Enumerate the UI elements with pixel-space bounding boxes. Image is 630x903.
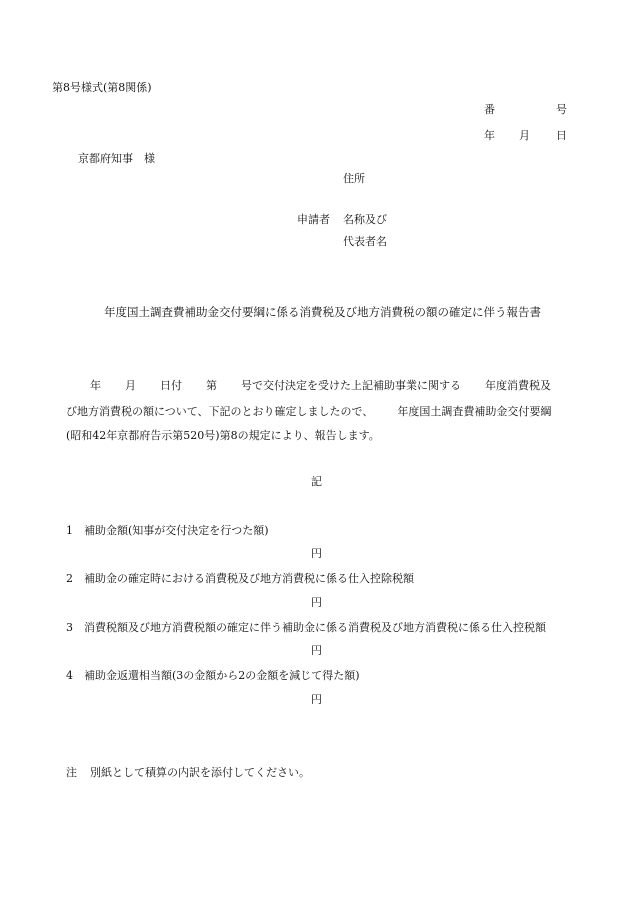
- note-text: 別紙として積算の内訳を添付してください。: [90, 766, 310, 779]
- body-month: 月: [125, 379, 136, 392]
- item-3-unit: 円: [311, 644, 322, 657]
- address-label: 住所: [343, 172, 365, 185]
- body-line-2-text: び地方消費税の額について、下記のとおり確定しましたので、: [66, 405, 374, 418]
- item-4-text: 補助金返還相当額(3の金額から2の金額を減じて得た額): [84, 669, 360, 682]
- document-title: 年度国土調査費補助金交付要綱に係る消費税及び地方消費税の額の確定に伴う報告書: [104, 305, 541, 319]
- date-day-label: 日: [556, 129, 567, 142]
- body-line-1: [66, 380, 586, 391]
- item-2-unit: 円: [311, 596, 322, 609]
- name-label: 名称及び: [343, 213, 387, 226]
- item-2-number: 2: [66, 572, 73, 585]
- body-date: 日付: [160, 379, 182, 392]
- body-line-1-end: 年度消費税及: [485, 379, 551, 392]
- item-1-number: 1: [66, 524, 73, 537]
- body-year: 年: [90, 379, 101, 392]
- date-year-label: 年: [484, 129, 495, 142]
- item-1-unit: 円: [311, 547, 322, 560]
- body-line-1-text: 号で交付決定を受けた上記補助事業に関する: [241, 379, 461, 392]
- item-4-unit: 円: [311, 693, 322, 706]
- item-3-text: 消費税額及び地方消費税額の確定に伴う補助金に係る消費税及び地方消費税に係る仕入控税額: [84, 621, 546, 634]
- item-3-number: 3: [66, 621, 73, 634]
- item-1-text: 補助金額(知事が交付決定を行つた額): [84, 524, 269, 537]
- ban-label: 番: [484, 103, 495, 116]
- body-line-3: [66, 430, 586, 441]
- addressee: 京都府知事 様: [78, 152, 155, 165]
- item-4-number: 4: [66, 669, 73, 682]
- applicant-label: 申請者: [297, 213, 330, 226]
- body-line-3-text: (昭和42年京都府告示第520号)第8の規定により、報告します。: [66, 429, 380, 442]
- item-2-text: 補助金の確定時における消費税及び地方消費税に係る仕入控除税額: [84, 572, 414, 585]
- go-label: 号: [556, 103, 567, 116]
- form-number: 第8号様式(第8関係): [52, 81, 152, 94]
- representative-label: 代表者名: [343, 235, 387, 248]
- note-label: 注: [66, 766, 77, 779]
- ki-heading: 記: [311, 475, 322, 488]
- body-line-2-end: 年度国土調査費補助金交付要綱: [397, 405, 552, 418]
- body-line-2: [66, 406, 586, 417]
- body-dai: 第: [206, 379, 217, 392]
- date-month-label: 月: [519, 129, 530, 142]
